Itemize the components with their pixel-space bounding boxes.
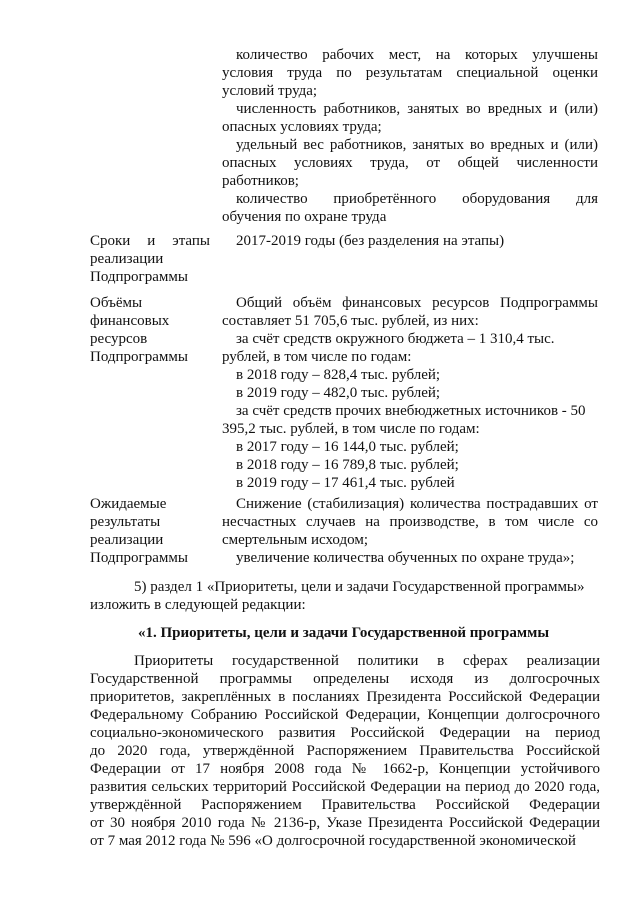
text-line: обучения по охране труда (222, 209, 387, 225)
text-line: условия труда по результатам специальной оценки (222, 65, 598, 81)
text-line: численность работников, занятых во вредных и (или) (236, 101, 598, 117)
value-line: за счёт средств окружного бюджета – 1 310,4 тыс. (236, 331, 555, 347)
indicator-item (222, 190, 598, 226)
paragraph-5 (90, 578, 600, 614)
value-line: в 2018 году – 16 789,8 тыс. рублей; (236, 457, 459, 473)
row-label-terms (90, 232, 210, 286)
text-line: опасных условиях труда, от общей численности (222, 155, 598, 171)
value-line: Снижение (стабилизация) количества пострадавших от (236, 496, 598, 512)
body-line: Федерации от 17 ноября 2008 года № 1662-р, Концепции устойчивого (90, 761, 600, 777)
value-line: в 2018 году – 828,4 тыс. рублей; (236, 367, 441, 383)
label-line: реализации (90, 251, 164, 267)
row-value-funding (222, 294, 598, 492)
body-paragraph (90, 652, 600, 850)
body-line: утверждённой Распоряжением Правительства Российской Федерации (90, 797, 600, 813)
label-line: Ожидаемые (90, 496, 167, 512)
value-line: увеличение количества обученных по охране труда»; (236, 550, 575, 566)
body-line: социально-экономического развития Российской Федерации на период (90, 725, 600, 741)
value-line: 395,2 тыс. рублей, в том числе по годам: (222, 421, 480, 437)
label-line: Объёмы (90, 295, 143, 311)
text-line: количество приобретённого оборудования для (236, 191, 598, 207)
row-label-funding (90, 294, 210, 366)
row-value-terms (236, 232, 598, 250)
text-line: удельный вес работников, занятых во вредных и (или) (236, 137, 598, 153)
label-line: реализации (90, 532, 164, 548)
value-line: несчастных случаев на производстве, в том числе со (222, 514, 598, 530)
text-line: работников; (222, 173, 299, 189)
value-line: смертельным исходом; (222, 532, 368, 548)
label-line: результаты (90, 514, 161, 530)
row-value-results (222, 495, 598, 567)
value-line: рублей, в том числе по годам: (222, 349, 412, 365)
text-line: количество рабочих мест, на которых улучшены (236, 47, 598, 63)
value-line: в 2019 году – 482,0 тыс. рублей; (236, 385, 441, 401)
value-line: составляет 51 705,6 тыс. рублей, из них: (222, 313, 479, 329)
body-line: Приоритеты государственной политики в сферах реализации (134, 653, 600, 669)
row-label-results (90, 495, 210, 567)
label-line: ресурсов (90, 331, 148, 347)
body-line: до 2020 года, утверждённой Распоряжением Правительства Российской (90, 743, 600, 759)
section-heading: «1. Приоритеты, цели и задачи Государственной программы (138, 625, 550, 641)
indicator-item (222, 100, 598, 136)
value-line: за счёт средств прочих внебюджетных источников - 50 (236, 403, 586, 419)
indicator-item (222, 136, 598, 190)
body-line: развития сельских территорий Российской Федерации на период до 2020 года, (90, 779, 600, 795)
value-line: в 2017 году – 16 144,0 тыс. рублей; (236, 439, 459, 455)
indicator-item (222, 46, 598, 100)
body-line: от 7 мая 2012 года № 596 «О долгосрочной государственной экономической (90, 833, 576, 849)
text-line: изложить в следующей редакции: (90, 597, 306, 613)
text-line: условий труда; (222, 83, 318, 99)
label-line: Подпрограммы (90, 550, 188, 566)
value-line: в 2019 году – 17 461,4 тыс. рублей (236, 475, 455, 491)
body-line: от 30 ноября 2010 года № 2136-р, Указе Президента Российской Федерации (90, 815, 600, 831)
body-line: Федеральному Собранию Российской Федерации, Концепции долгосрочного (90, 707, 600, 723)
label-line: Сроки и этапы (90, 233, 210, 249)
indicators-list (222, 46, 598, 226)
body-line: Государственной программы определены исходя из долгосрочных (90, 671, 600, 687)
value-line: Общий объём финансовых ресурсов Подпрограммы (236, 295, 598, 311)
text-line: 5) раздел 1 «Приоритеты, цели и задачи Государственной программы» (134, 579, 585, 595)
text-line: опасных условиях труда; (222, 119, 382, 135)
value-line: 2017-2019 годы (без разделения на этапы) (236, 233, 505, 249)
body-line: приоритетов, закреплённых в посланиях Президента Российской Федерации (90, 689, 600, 705)
label-line: Подпрограммы (90, 349, 188, 365)
label-line: Подпрограммы (90, 269, 188, 285)
label-line: финансовых (90, 313, 170, 329)
